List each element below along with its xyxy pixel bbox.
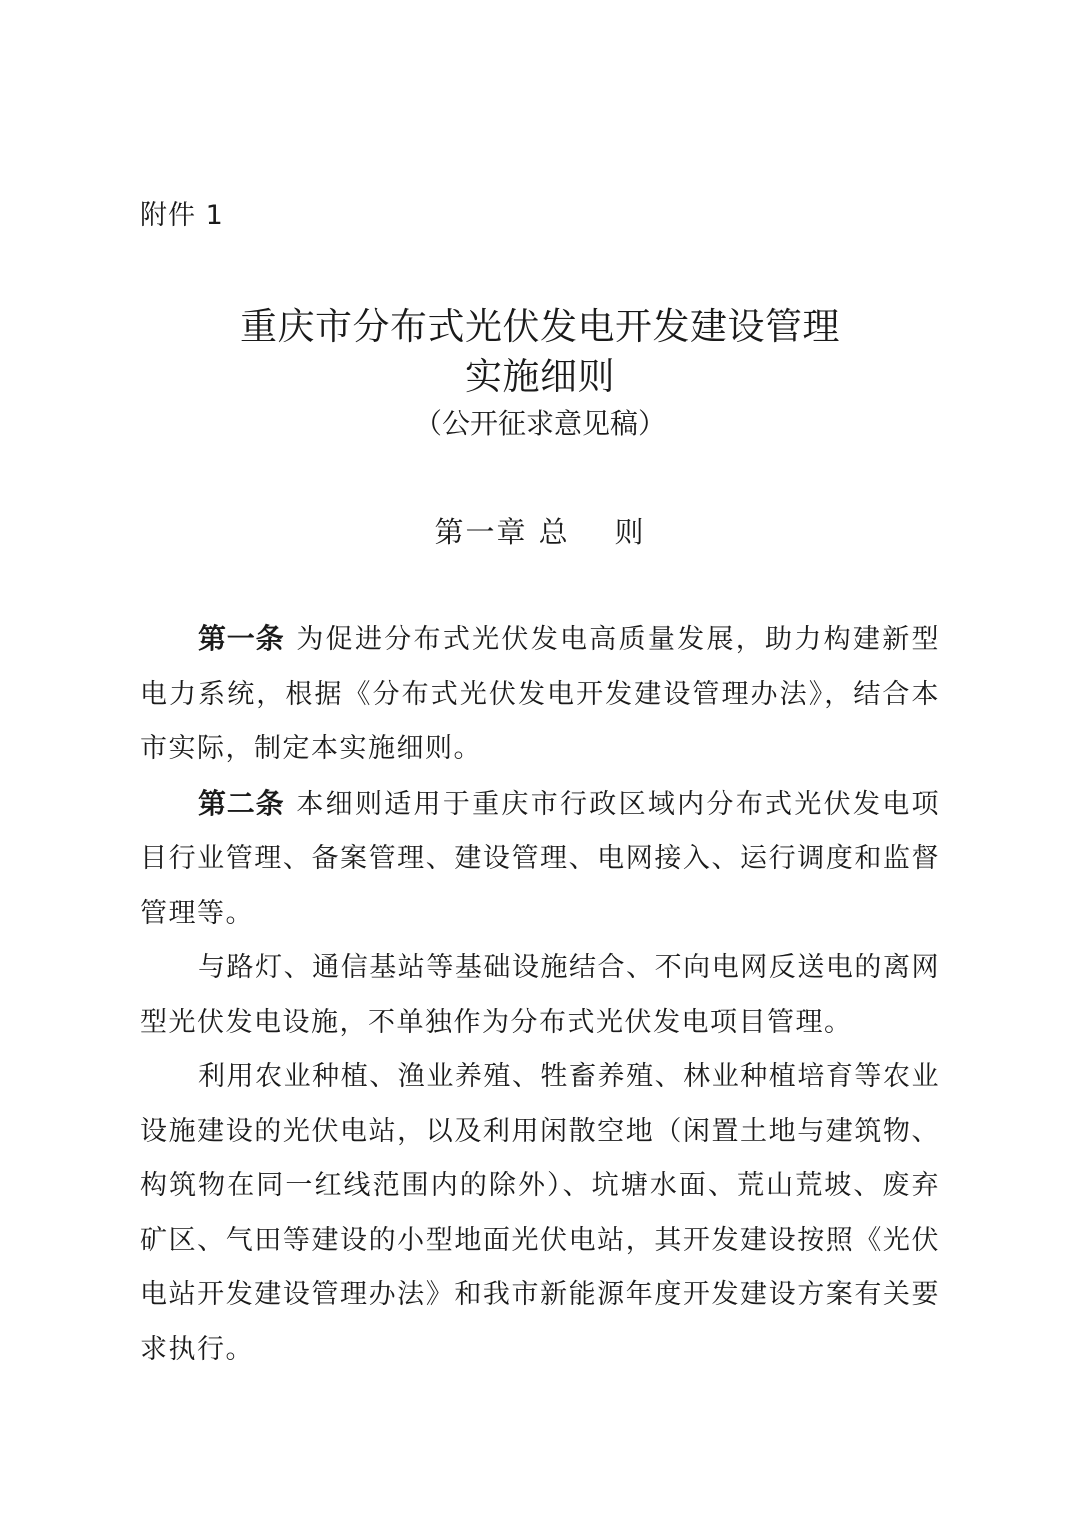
article-2 bbox=[140, 777, 940, 942]
attachment-label: 附件 1 bbox=[140, 200, 224, 231]
article-1-text: 为促进分布式光伏发电高质量发展，助力构建新型电力系统，根据《分布式光伏发电开发建设管理办法》，结合本市实际，制定本实施细则。 bbox=[140, 624, 940, 764]
document-subtitle: （公开征求意见稿） bbox=[413, 407, 666, 440]
article-2-text: 本细则适用于重庆市行政区域内分布式光伏发电项目行业管理、备案管理、建设管理、电网接入、运行调度和监督管理等。 bbox=[140, 788, 940, 929]
article-2-label: 第二条 bbox=[198, 786, 285, 820]
document-body bbox=[140, 612, 940, 1377]
paragraph-agri: 利用农业种植、渔业养殖、牲畜养殖、林业种植培育等农业设施建设的光伏电站，以及利用闲散空地（闲置土地与建筑物、构筑物在同一红线范围内的除外）、坑塘水面、荒山荒坡、废弃矿区、气田等建设的小型地面光伏电站，其开发建设按照《光伏电站开发建设管理办法》和我市新能源年度开发建设方案有关要求执行。 bbox=[140, 1061, 940, 1365]
document-title bbox=[0, 302, 1080, 446]
title-line-1: 重庆市分布式光伏发电开发建设管理 bbox=[240, 305, 840, 348]
article-1-label: 第一条 bbox=[198, 622, 285, 655]
chapter-heading: 第一章 总 则 bbox=[434, 515, 646, 549]
article-1 bbox=[140, 612, 940, 777]
title-line-2: 实施细则 bbox=[465, 355, 615, 398]
paragraph-offgrid: 与路灯、通信基站等基础设施结合、不向电网反送电的离网型光伏发电设施，不单独作为分布式光伏发电项目管理。 bbox=[140, 952, 940, 1038]
